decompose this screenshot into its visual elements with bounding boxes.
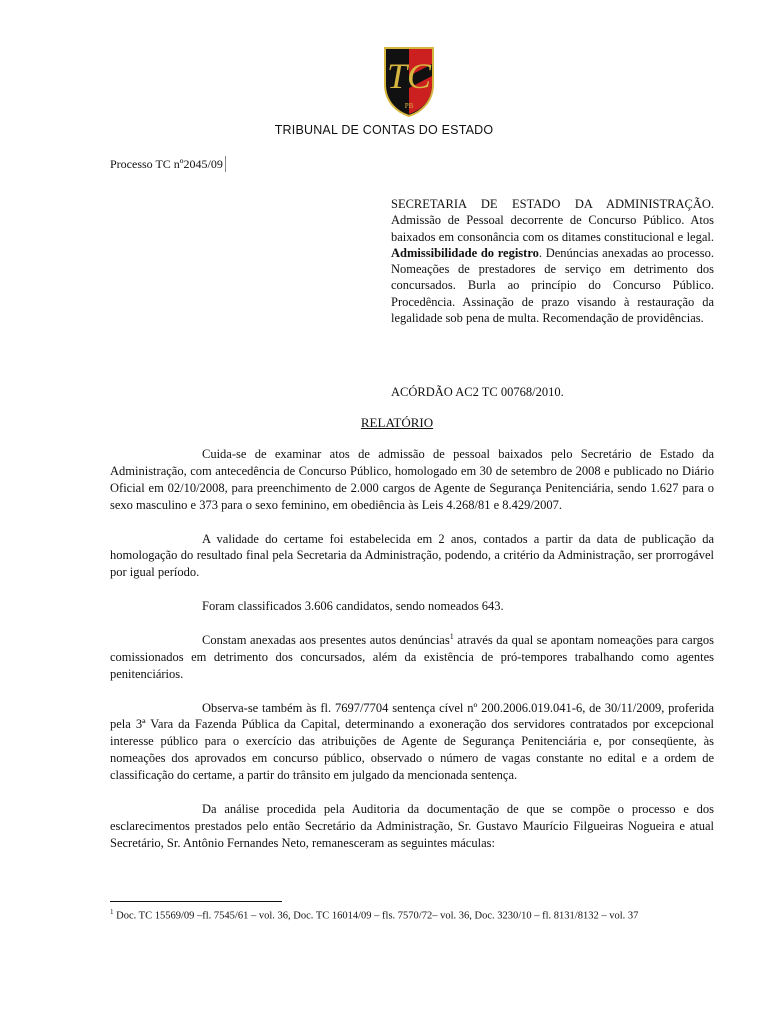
footnote-separator bbox=[110, 901, 282, 902]
paragraph-4-start: Constam anexadas aos presentes autos denúncias bbox=[202, 632, 450, 647]
ementa-text-1: SECRETARIA DE ESTADO DA ADMINISTRAÇÃO. Admissão de Pessoal decorrente de Concurso Público. Atos baixados em consonância com os ditames constitucional e legal. bbox=[391, 197, 714, 244]
paragraph-6: Da análise procedida pela Auditoria da documentação de que se compõe o processo e dos esclarecimentos prestados pelo então Secretário da Administração, Sr. Gustavo Maurício Filgueiras Nogueira e atual Secretário, Sr. Antônio Fernandes Neto, remanesceram as seguintes máculas: bbox=[110, 801, 714, 850]
crest-letters: PB bbox=[404, 102, 414, 110]
footnote-ref[interactable]: 1 bbox=[449, 631, 454, 641]
paragraph-1: Cuida-se de examinar atos de admissão de pessoal baixados pelo Secretário de Estado da Administração, com antecedência de Concurso Público, homologado em 30 de setembro de 2008 e publicado no Diário Oficial em 02/10/2008, para preenchimento de 2.000 cargos de Agente de Segurança Penitenciária, sendo 1.627 para o sexo masculino e 373 para o sexo feminino, em obediência às Leis 4.268/81 e 8.429/2007. bbox=[110, 447, 714, 512]
court-crest-logo bbox=[383, 46, 435, 118]
footnote-mark: 1 bbox=[110, 908, 114, 916]
section-title: RELATÓRIO bbox=[360, 415, 434, 430]
crest-monogram: TC bbox=[386, 56, 432, 96]
institution-title: TRIBUNAL DE CONTAS DO ESTADO bbox=[274, 123, 494, 137]
paragraph-5: Observa-se também às fl. 7697/7704 sentença cível nº 200.2006.019.041-6, de 30/11/2009, proferida pela 3ª Vara da Fazenda Pública da Capital, determinando a exoneração dos servidores contratados por excepcional interesse público para o exercício das atribuições de Agente de Segurança Penitenciária e, por conseqüente, às nomeações dos aprovados em concurso público, observado o número de vagas constante no edital e a ordem de classificação do certame, a partir do trânsito em julgado da mencionada sentença. bbox=[110, 700, 714, 783]
paragraph-4 bbox=[110, 632, 714, 683]
ementa-block bbox=[391, 196, 714, 326]
process-number: Processo TC nº2045/09 bbox=[110, 156, 226, 172]
ementa-bold: Admissibilidade do registro bbox=[391, 245, 539, 260]
paragraph-4-end: através da qual se apontam nomeações para cargos comissionados em detrimento dos concursados, além da existência de pró-tempores trabalhando como agentes penitenciários. bbox=[110, 632, 714, 681]
paragraph-2: A validade do certame foi estabelecida em 2 anos, contados a partir da data de publicação da homologação do resultado final pela Secretaria da Administração, podendo, a critério da Administração, ser prorrogável por igual período. bbox=[110, 531, 714, 580]
section-heading bbox=[0, 415, 768, 431]
report-body bbox=[110, 446, 714, 869]
paragraph-3: Foram classificados 3.606 candidatos, sendo nomeados 643. bbox=[202, 599, 504, 614]
ementa-text-2: . Denúncias anexadas ao processo. Nomeações de prestadores de serviço em detrimento dos concursados. Burla ao princípio do Concurso Público. Procedência. Assinação de prazo visando à restauração da legalidade sob pena de multa. Recomendação de providências. bbox=[391, 245, 714, 326]
footnote bbox=[110, 908, 638, 922]
acordao-number: ACÓRDÃO AC2 TC 00768/2010. bbox=[391, 385, 564, 399]
footnote-text: Doc. TC 15569/09 –fl. 7545/61 – vol. 36, Doc. TC 16014/09 – fls. 7570/72– vol. 36, Doc. 3230/10 – fl. 8131/8132 – vol. 37 bbox=[113, 910, 639, 922]
